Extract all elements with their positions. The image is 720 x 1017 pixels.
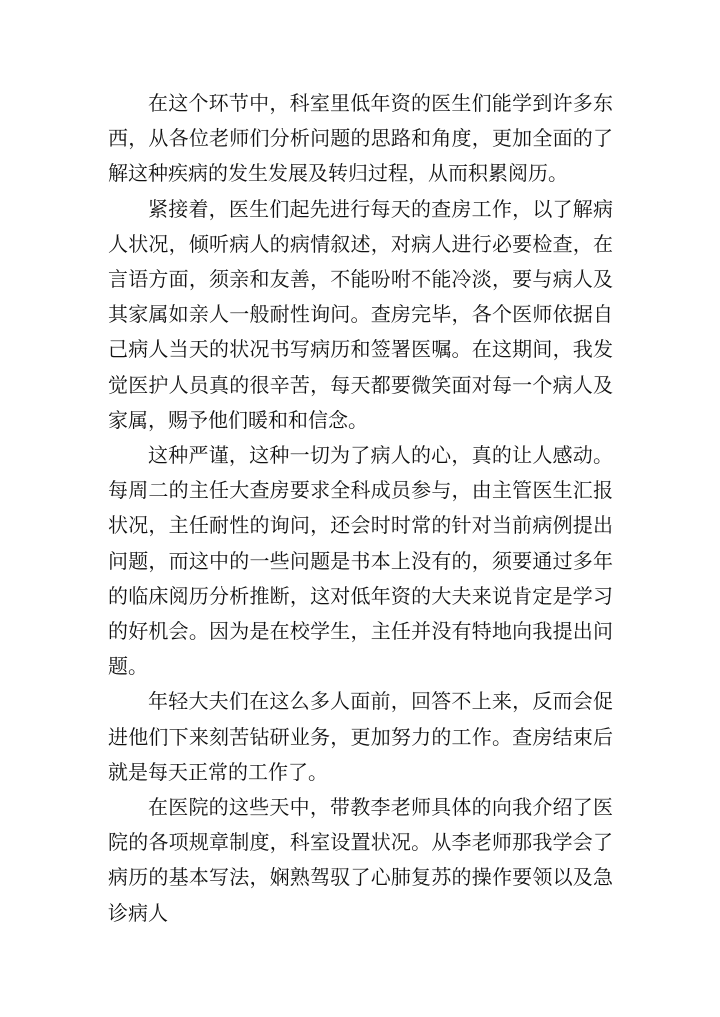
- paragraph-2: 紧接着，医生们起先进行每天的查房工作，以了解病人状况，倾听病人的病情叙述，对病人进行必要检查，在言语方面，须亲和友善，不能吩咐不能冷淡，要与病人及其家属如亲人一般耐性询问。查房完毕，各个医师依据自己病人当天的状况书写病历和签署医嘱。在这期间，我发觉医护人员真的很辛苦，每天都要微笑面对每一个病人及家属，赐予他们暖和和信念。: [108, 196, 613, 432]
- paragraph-1: 在这个环节中，科室里低年资的医生们能学到许多东西，从各位老师们分析问题的思路和角度，更加全面的了解这种疾病的发生发展及转归过程，从而积累阅历。: [108, 91, 613, 186]
- paragraph-5: 在医院的这些天中，带教李老师具体的向我介绍了医院的各项规章制度，科室设置状况。从李老师那我学会了病历的基本写法，娴熟驾驭了心肺复苏的操作要领以及急诊病人: [108, 795, 613, 925]
- document-page: [108, 86, 613, 931]
- paragraph-3: 这种严谨，这种一切为了病人的心，真的让人感动。每周二的主任大查房要求全科成员参与，由主管医生汇报状况，主任耐性的询问，还会时时常的针对当前病例提出问题，而这中的一些问题是书本上没有的，须要通过多年的临床阅历分析推断，这对低年资的大夫来说肯定是学习的好机会。因为是在校学生，主任并没有特地向我提出问题。: [108, 443, 613, 679]
- paragraph-4: 年轻大夫们在这么多人面前，回答不上来，反而会促进他们下来刻苦钻研业务，更加努力的工作。查房结束后就是每天正常的工作了。: [108, 689, 613, 784]
